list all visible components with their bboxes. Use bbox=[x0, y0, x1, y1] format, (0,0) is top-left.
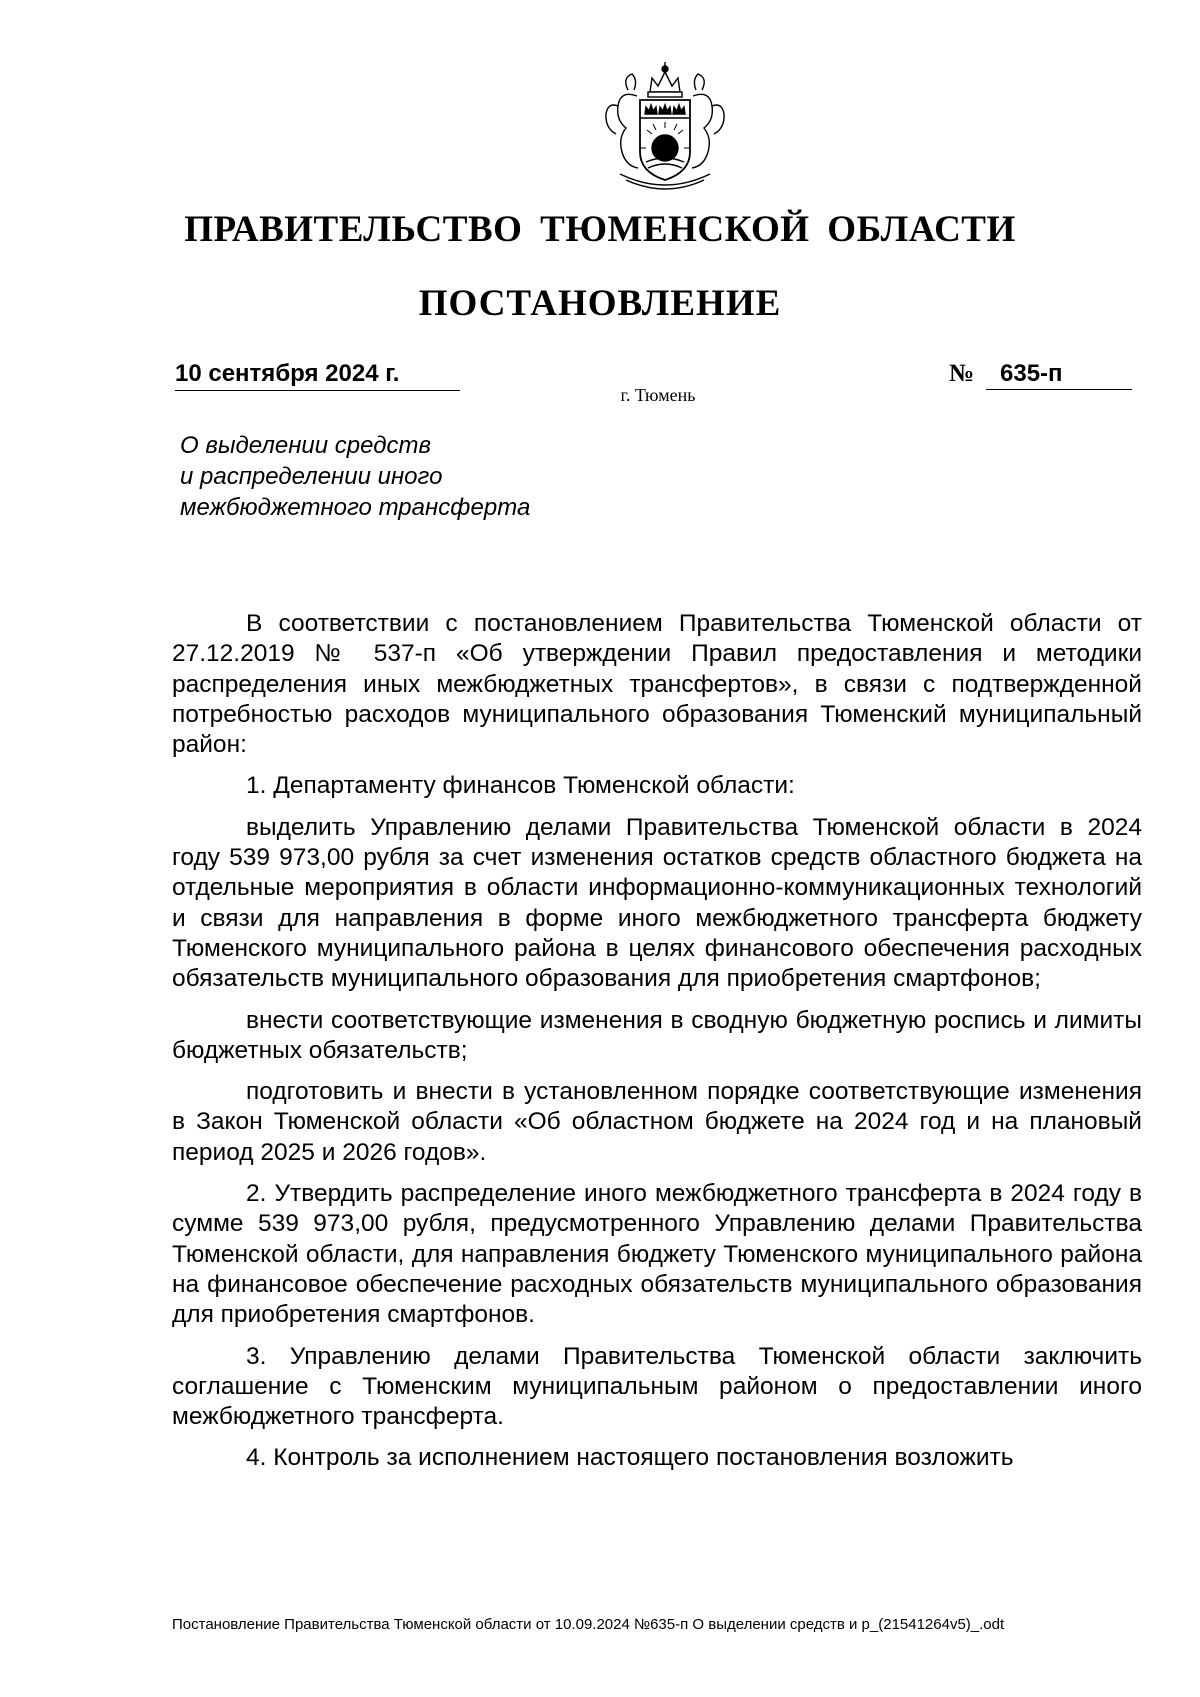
body-paragraph: подготовить и внести в установленном порядке соответствующие изменения в Закон Тюменской области «Об областном бюджете на 2024 год и на плановый период 2025 и 2026 годов». bbox=[172, 1078, 1142, 1166]
body-paragraph: 3. Управлению делами Правительства Тюменской области заключить соглашение с Тюменским муниципальным районом о предоставлении иного межбюджетного трансферта. bbox=[172, 1342, 1142, 1431]
document-number: 635-п bbox=[986, 358, 1132, 390]
city-line: г. Тюмень bbox=[620, 385, 696, 405]
document-subject bbox=[180, 430, 680, 523]
document-date: 10 сентября 2024 г. bbox=[175, 358, 460, 391]
body-paragraph: внести соответствующие изменения в сводную бюджетную роспись и лимиты бюджетных обязательств; bbox=[172, 1006, 1142, 1064]
document-type: ПОСТАНОВЛЕНИЕ bbox=[418, 283, 782, 324]
body-paragraph: выделить Управлению делами Правительства Тюменской области в 2024 году 539 973,00 рубля за счет изменения остатков средств областного бюджета на отдельные мероприятия в области информационно-коммуникационных технологий и связи для направления в форме иного межбюджетного трансферта бюджету Тюменского муниципального района в целях финансового обеспечения расходных обязательств муниципального образования для приобретения смартфонов; bbox=[172, 813, 1142, 993]
subject-line: и распределении иного bbox=[180, 463, 443, 490]
body-paragraph: В соответствии с постановлением Правительства Тюменской области от 27.12.2019 № 537-п «Об утверждении Правил предоставления и методики распределения иных межбюджетных трансфертов», в связи с подтвержденной потребностью расходов муниципального образования Тюменский муниципальный район: bbox=[172, 610, 1142, 759]
subject-line: О выделении средств bbox=[180, 432, 432, 459]
number-sign: № bbox=[949, 360, 975, 387]
document-body bbox=[172, 609, 1142, 1485]
government-title: ПРАВИТЕЛЬСТВО ТЮМЕНСКОЙ ОБЛАСТИ bbox=[184, 209, 1016, 250]
coat-of-arms-icon bbox=[590, 56, 740, 194]
page-footer: Постановление Правительства Тюменской области от 10.09.2024 №635-п О выделении средств и р_(21541264v5)_.odt bbox=[172, 1616, 1005, 1633]
body-paragraph: 2. Утвердить распределение иного межбюджетного трансферта в 2024 году в сумме 539 973,00 рубля, предусмотренного Управлению делами Правительства Тюменской области, для направления бюджету Тюменского муниципального района на финансовое обеспечение расходных обязательств муниципального образования для приобретения смартфонов. bbox=[172, 1180, 1142, 1329]
body-paragraph: 4. Контроль за исполнением настоящего постановления возложить bbox=[246, 1444, 1014, 1472]
subject-line: межбюджетного трансферта bbox=[180, 494, 531, 521]
body-paragraph: 1. Департаменту финансов Тюменской области: bbox=[246, 772, 795, 800]
